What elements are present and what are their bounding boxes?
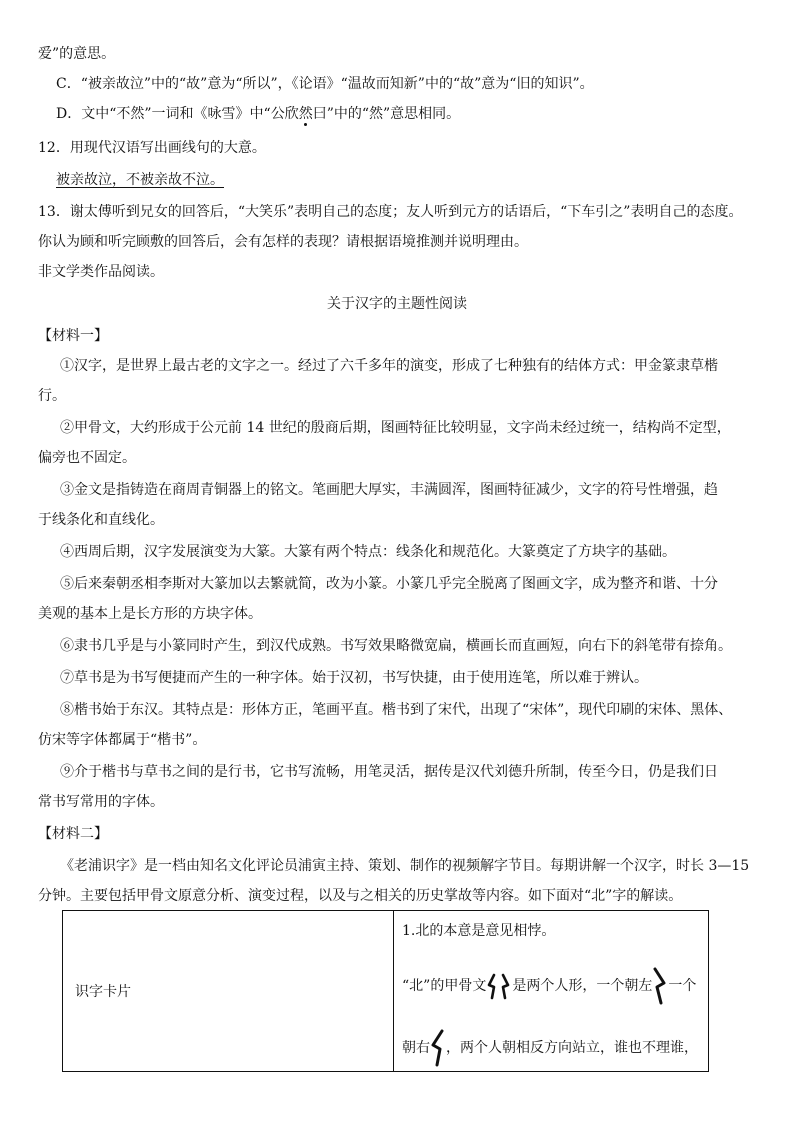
oracle-person-left-glyph <box>652 967 668 1005</box>
material-2-heading: 【材料二】 <box>38 826 108 842</box>
paragraph-7: ⑦草书是为书写便捷而产生的一种字体。始于汉初，书写快捷，由于使用连笔，所以难于辨认。 <box>60 670 648 686</box>
paragraph-2-line-1: ②甲骨文，大约形成于公元前 14 世纪的殷商后期，图画特征比较明显，文字尚未经过统一，结构尚不定型， <box>60 420 731 436</box>
question-13-line-2: 你认为顾和听完顾敷的回答后，会有怎样的表现？请根据语境推测并说明理由。 <box>38 234 528 250</box>
paragraph-3-line-1: ③金文是指铸造在商周青铜器上的铭文。笔画肥大厚实，丰满圆浑，图画特征减少，文字的符号性增强，趋 <box>60 482 718 498</box>
card-label-cell <box>63 911 394 1072</box>
option-d: D．文中“不然”一词和《咏雪》中“公欣然曰”中的“然”意思相同。 <box>56 106 461 122</box>
option-c: C．“被亲故泣”中的“故”意为“所以”，《论语》“温故而知新”中的“故”意为“旧的知识”。 <box>56 76 594 92</box>
paragraph-5-line-1: ⑤后来秦朝丞相李斯对大篆加以去繁就简，改为小篆。小篆几乎完全脱离了图画文字，成为整齐和谐、十分 <box>60 576 718 592</box>
card-point-1: 1.北的本意是意见相悖。 <box>402 923 556 939</box>
card-line-2: “北”的甲骨文 是两个人形，一个朝左 一个 <box>402 967 696 1005</box>
question-12: 12．用现代汉语写出画线句的大意。 <box>38 140 266 156</box>
paragraph-1-line-1: ①汉字，是世界上最古老的文字之一。经过了六千多年的演变，形成了七种独有的结体方式：甲金篆隶草楷 <box>60 358 718 374</box>
card-line-3: 朝右 ，两个人朝相反方向站立，谁也不理谁， <box>402 1029 698 1067</box>
paragraph-8-line-1: ⑧楷书始于东汉。其特点是：形体方正，笔画平直。楷书到了宋代，出现了“宋体”，现代印刷的宋体、黑体、 <box>60 702 733 718</box>
paragraph-3-line-2: 于线条化和直线化。 <box>38 512 164 528</box>
material-1-heading: 【材料一】 <box>38 328 108 344</box>
paragraph-2-line-2: 偏旁也不固定。 <box>38 450 136 466</box>
section-intro: 非文学类作品阅读。 <box>38 264 164 280</box>
paragraph-9-line-1: ⑨介于楷书与草书之间的是行书，它书写流畅，用笔灵活，据传是汉代刘德升所制，传至今日，仍是我们日 <box>60 764 718 780</box>
card-label: 识字卡片 <box>75 984 131 1000</box>
material-2-line-1: 《老浦识字》是一档由知名文化评论员浦寅主持、策划、制作的视频解字节目。每期讲解一个汉字，时长 3—15 <box>60 858 750 874</box>
paragraph-6: ⑥隶书几乎是与小篆同时产生，到汉代成熟。书写效果略微宽扁，横画长而直画短，向右下的斜笔带有捺角。 <box>60 638 732 654</box>
dotted-char: 然 <box>298 106 313 122</box>
paragraph-9-line-2: 常书写常用的字体。 <box>38 794 164 810</box>
reading-title: 关于汉字的主题性阅读 <box>327 296 467 312</box>
paragraph-1-line-2: 行。 <box>38 388 66 404</box>
paragraph-5-line-2: 美观的基本上是长方形的方块字体。 <box>38 606 262 622</box>
oracle-person-right-glyph <box>430 1029 446 1067</box>
character-card-table <box>62 910 709 1072</box>
oracle-bei-glyph <box>486 972 512 1000</box>
paragraph-4: ④西周后期，汉字发展演变为大篆。大篆有两个特点：线条化和规范化。大篆奠定了方块字的基础。 <box>60 544 676 560</box>
paragraph-8-line-2: 仿宋等字体都属于“楷书”。 <box>38 732 207 748</box>
text-line: 爱”的意思。 <box>38 46 116 62</box>
underlined-sentence: 被亲故泣，不被亲故不泣。 <box>56 172 224 188</box>
material-2-line-2: 分钟。主要包括甲骨文原意分析、演变过程，以及与之相关的历史掌故等内容。如下面对“北”字的解读。 <box>38 888 683 904</box>
card-content-cell <box>394 911 709 1072</box>
question-13-line-1: 13．谢太傅听到兄女的回答后，“大笑乐”表明自己的态度；友人听到元方的话语后，“下车引之”表明自己的态度。 <box>38 204 743 220</box>
